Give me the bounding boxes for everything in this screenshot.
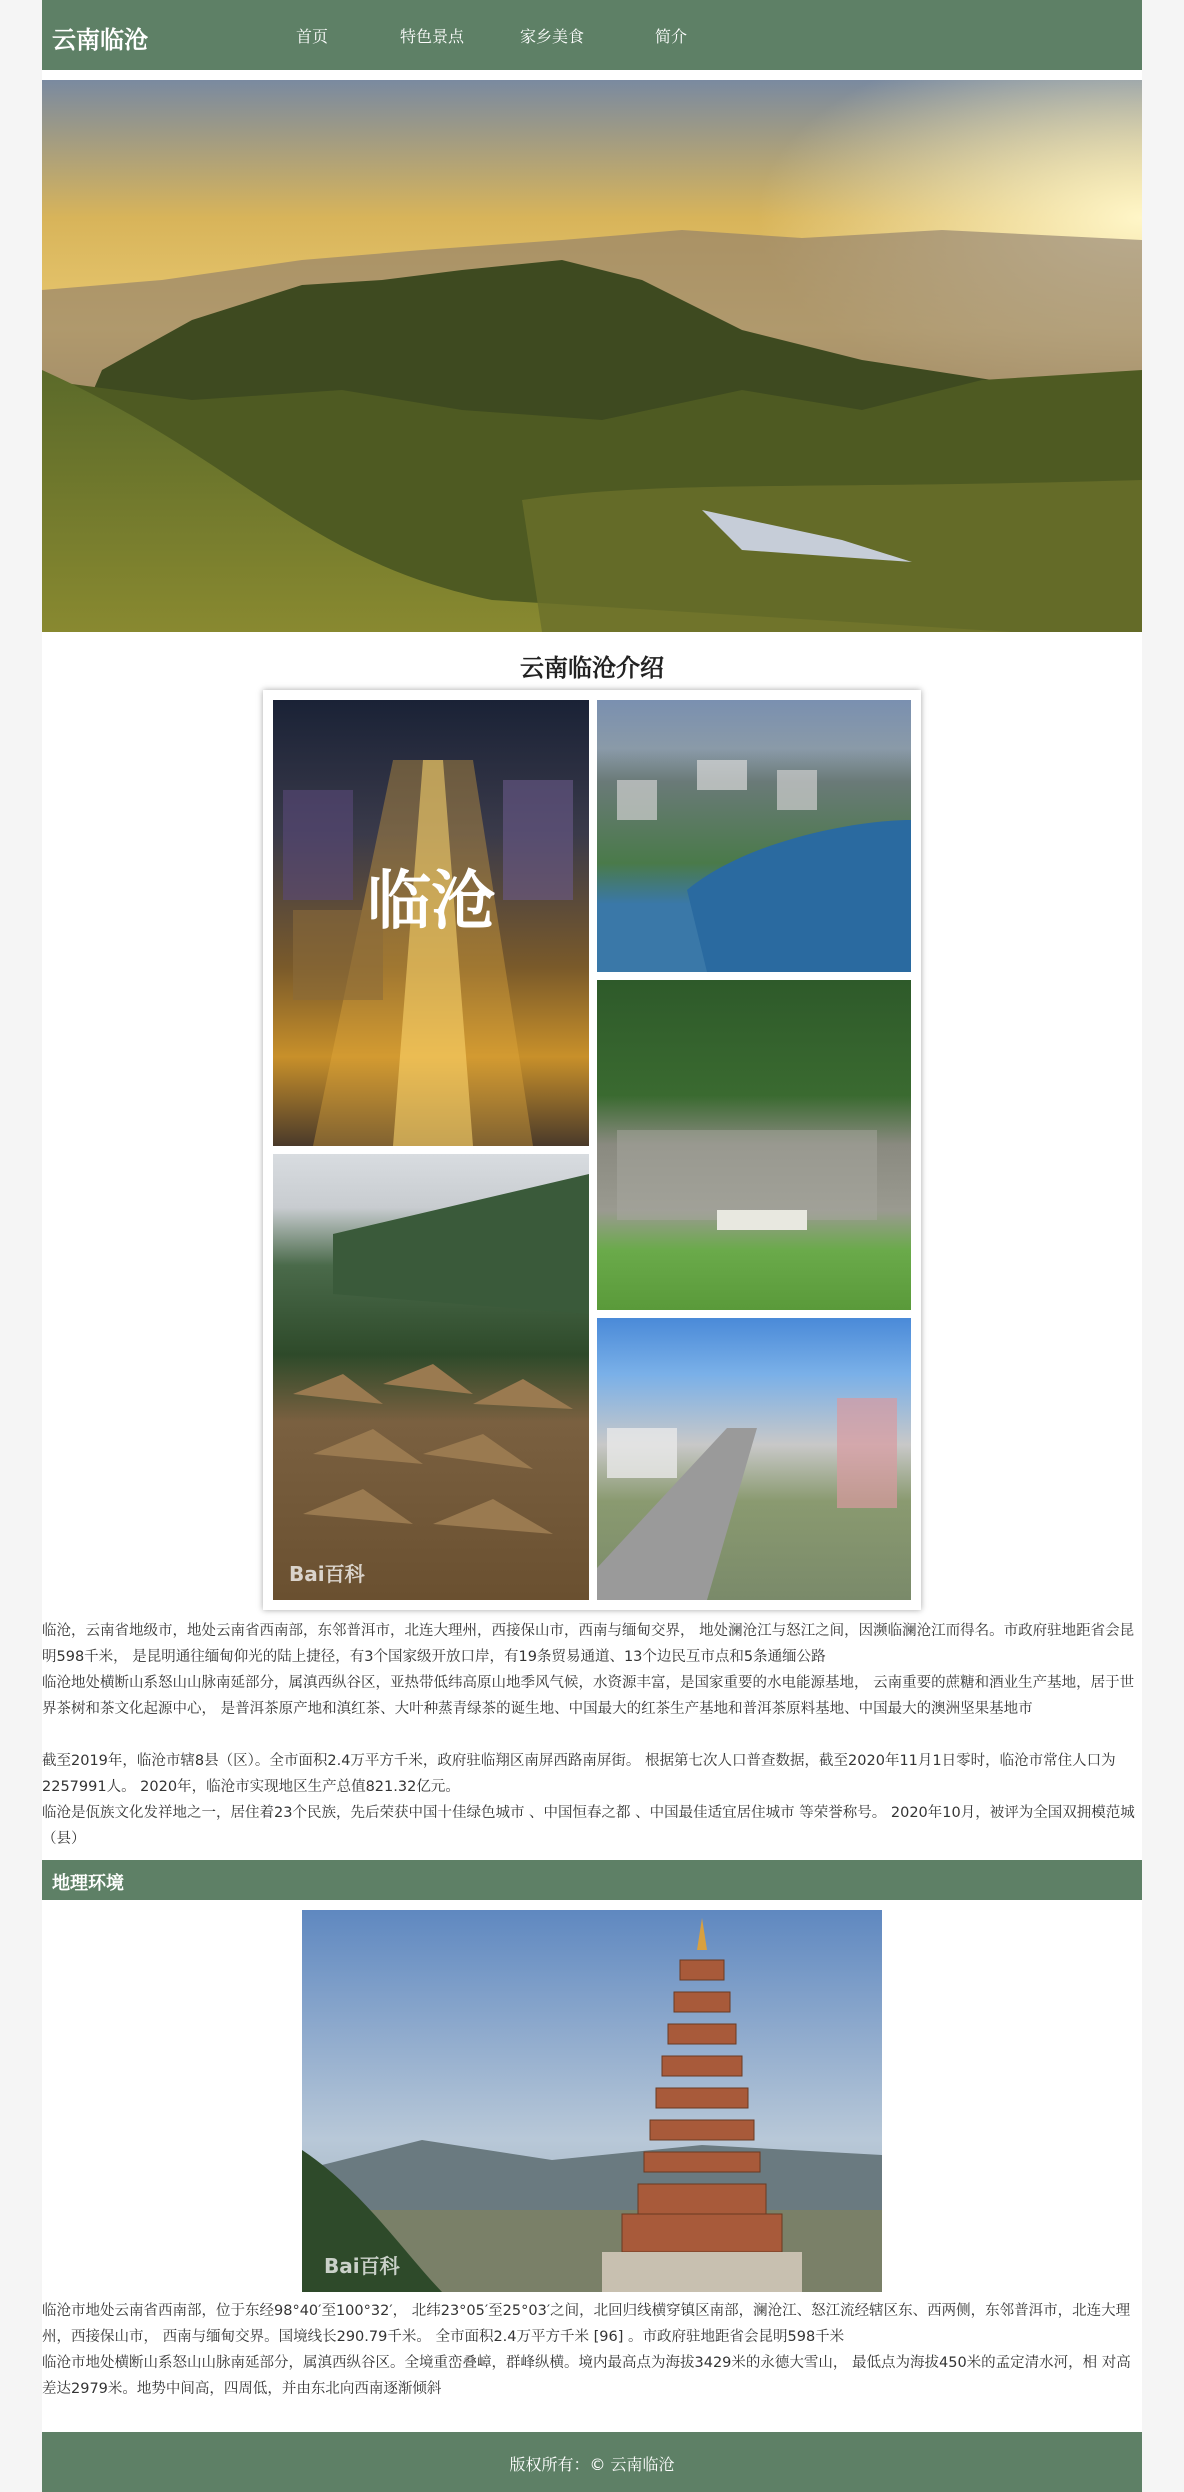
geo-paragraph-1: 临沧市地处云南省西南部，位于东经98°40′至100°32′， 北纬23°05′至25°03′之间，北回归线横穿镇区南部，澜沧江、怒江流经辖区东、西两侧，东邻普洱市，北连大理州，西接保山市， 西南与缅甸交界。国境线长290.79千米。 全市面积2.4万平方千米 [96] 。市政府驻地距省会昆明598千米 bbox=[42, 2303, 1131, 2345]
nav-item-food[interactable]: 家乡美食 bbox=[520, 27, 585, 46]
intro-heading: 云南临沧介绍 bbox=[520, 654, 664, 682]
geo-section-header bbox=[42, 1860, 1142, 1900]
thatched-village-photo bbox=[273, 1154, 589, 1600]
site-logo[interactable]: 云南临沧 bbox=[52, 26, 148, 54]
village-valley-photo bbox=[597, 980, 911, 1310]
pagoda-photo bbox=[302, 1910, 882, 2292]
copyright-text: 版权所有：© 云南临沧 bbox=[509, 2455, 675, 2474]
city-road-photo bbox=[597, 1318, 911, 1600]
intro-collage bbox=[263, 690, 921, 1610]
nav-item-attractions[interactable]: 特色景点 bbox=[400, 27, 465, 46]
geo-heading: 地理环境 bbox=[52, 1873, 124, 1894]
city-night-photo bbox=[273, 700, 589, 1146]
lake-city-photo bbox=[597, 700, 911, 972]
intro-paragraph-2: 临沧地处横断山系怒山山脉南延部分，属滇西纵谷区，亚热带低纬高原山地季风气候，水资源丰富，是国家重要的水电能源基地， 云南重要的蔗糖和酒业生产基地，居于世界茶树和茶文化起源中心， 是普洱茶原产地和滇红茶、大叶种蒸青绿茶的诞生地、中国最大的红茶生产基地和普洱茶原料基地、中国最大的澳洲坚果基地市 bbox=[42, 1675, 1135, 1717]
collage-title: 临沧 bbox=[367, 865, 495, 939]
hero-image bbox=[42, 80, 1142, 632]
geo-paragraph-2: 临沧市地处横断山系怒山山脉南延部分，属滇西纵谷区。全境重峦叠嶂，群峰纵横。境内最高点为海拔3429米的永德大雪山， 最低点为海拔450米的孟定清水河，相 对高差达2979米。地势中间高，四周低，并由东北向西南逐渐倾斜 bbox=[42, 2355, 1131, 2397]
footer bbox=[42, 2432, 1142, 2492]
intro-paragraph-1: 临沧，云南省地级市，地处云南省西南部，东邻普洱市，北连大理州，西接保山市，西南与缅甸交界， 地处澜沧江与怒江之间，因濒临澜沧江而得名。市政府驻地距省会昆明598千米， 是昆明通往缅甸仰光的陆上捷径，有3个国家级开放口岸，有19条贸易通道、13个边民互市点和5条通缅公路 bbox=[42, 1623, 1135, 1665]
baike-watermark: Bai百科 bbox=[289, 1562, 365, 1586]
nav-item-intro[interactable]: 简介 bbox=[655, 27, 688, 46]
baike-watermark-2: Bai百科 bbox=[324, 2254, 400, 2278]
intro-paragraph-4: 临沧是佤族文化发祥地之一，居住着23个民族，先后荣获中国十佳绿色城市 、中国恒春之都 、中国最佳适宜居住城市 等荣誉称号。 2020年10月，被评为全国双拥模范城（县） bbox=[42, 1805, 1135, 1847]
page bbox=[42, 0, 1142, 2492]
intro-paragraph-3: 截至2019年，临沧市辖8县（区）。全市面积2.4万平方千米，政府驻临翔区南屏西路南屏街。 根据第七次人口普查数据，截至2020年11月1日零时，临沧市常住人口为2257991人。 2020年，临沧市实现地区生产总值821.32亿元。 bbox=[42, 1753, 1116, 1795]
top-nav bbox=[42, 0, 1142, 70]
nav-item-home[interactable]: 首页 bbox=[296, 27, 329, 46]
